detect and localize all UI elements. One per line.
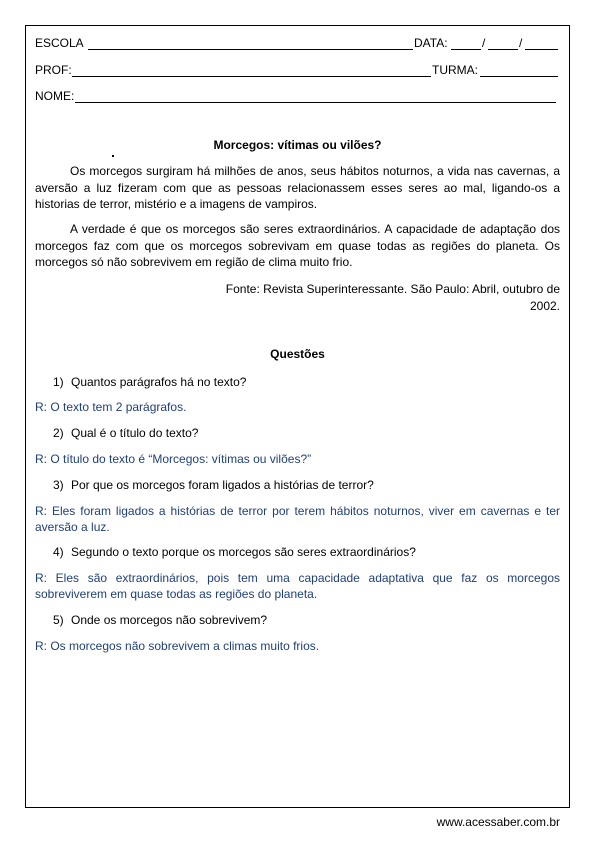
prof-field[interactable] [72, 76, 431, 77]
footer-url[interactable]: www.acessaber.com.br [436, 815, 560, 829]
question-1 [53, 374, 246, 390]
data-label: DATA: [414, 36, 448, 50]
question-2 [53, 425, 198, 441]
answer-3: R: Eles foram ligados a histórias de terror por terem hábitos noturnos, viver em cavernas e ter aversão a luz. [35, 504, 560, 534]
question-number: 2) [53, 426, 64, 440]
turma-label: TURMA: [432, 63, 478, 77]
source-line-2: 2002. [529, 298, 560, 313]
question-number: 5) [53, 613, 64, 627]
question-5 [53, 612, 267, 628]
question-text: Por que os morcegos foram ligados a histórias de terror? [71, 478, 374, 492]
question-4 [53, 544, 416, 560]
question-number: 4) [53, 545, 64, 559]
escola-label: ESCOLA [35, 36, 84, 50]
paragraph-2: A verdade é que os morcegos são seres extraordinários. A capacidade de adaptação dos morcegos faz com que os morcegos sobrevivam em quase todas as regiões do planeta. Os morcegos só não sobrevivem em região de clima muito frio. [35, 222, 560, 269]
stray-dot [112, 155, 114, 157]
date-month-field[interactable] [488, 49, 518, 50]
question-text: Segundo o texto porque os morcegos são seres extraordinários? [71, 545, 416, 559]
date-year-field[interactable] [525, 49, 558, 50]
answer-1: R: O texto tem 2 parágrafos. [35, 400, 187, 414]
nome-label: NOME: [35, 89, 75, 103]
turma-field[interactable] [480, 76, 558, 77]
question-number: 1) [53, 375, 64, 389]
answer-4: R: Eles são extraordinários, pois tem uma capacidade adaptativa que faz os morcegos sobreviverem em quase todas as regiões do planeta. [35, 571, 560, 601]
question-text: Quantos parágrafos há no texto? [71, 375, 247, 389]
date-separator: / [482, 36, 486, 50]
question-text: Onde os morcegos não sobrevivem? [71, 613, 268, 627]
question-text: Qual é o título do texto? [71, 426, 199, 440]
date-separator: / [519, 36, 523, 50]
paragraph-1: Os morcegos surgiram há milhões de anos, seus hábitos noturnos, a vida nas cavernas, a aversão a luz fizeram com que as pessoas relacionassem esses seres ao mal, ligando-os a historias de terror, mistério e a imagens de vampiros. [35, 164, 560, 211]
source-citation [200, 281, 560, 314]
question-3 [53, 477, 374, 493]
nome-field[interactable] [75, 102, 556, 103]
answer-2: R: O título do texto é “Morcegos: vítimas ou vilões?” [35, 452, 312, 466]
text-title: Morcegos: vítimas ou vilões? [213, 138, 382, 152]
question-number: 3) [53, 478, 64, 492]
escola-field[interactable] [88, 49, 413, 50]
questions-title: Questões [270, 347, 325, 361]
answer-5: R: Os morcegos não sobrevivem a climas muito frios. [35, 639, 320, 653]
prof-label: PROF: [35, 63, 72, 77]
date-day-field[interactable] [451, 49, 481, 50]
source-line-1: Fonte: Revista Superinteressante. São Paulo: Abril, outubro de [225, 282, 560, 296]
